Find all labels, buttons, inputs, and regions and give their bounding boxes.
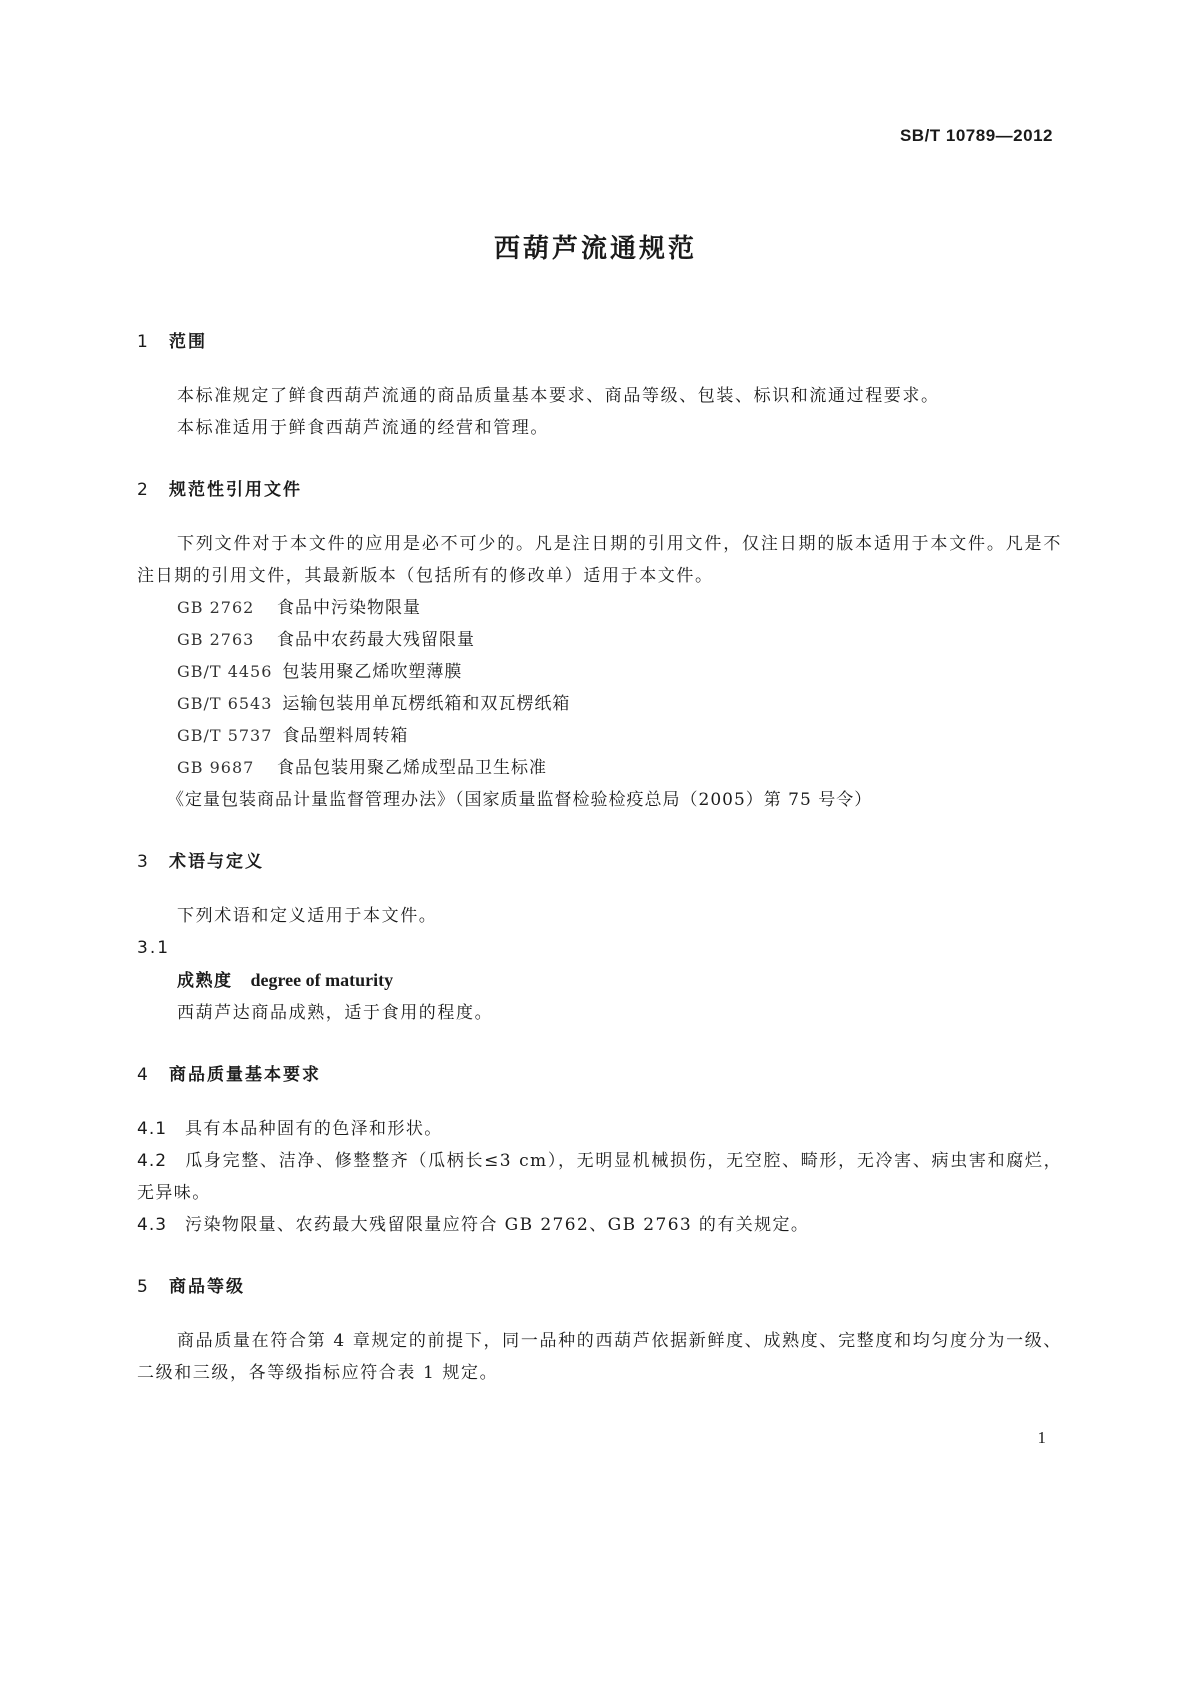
section-heading: [137, 326, 1062, 358]
section-quality-requirements: [137, 1059, 1062, 1241]
reference-code: GB/T 4456: [177, 662, 273, 681]
section-number: 1: [137, 332, 150, 352]
clause-item: [137, 1145, 1062, 1209]
reference-item: [137, 624, 1062, 656]
reference-item: [137, 656, 1062, 688]
document-code: SB/T 10789—2012: [899, 126, 1053, 145]
section-number: 5: [137, 1277, 150, 1297]
reference-name: 食品中污染物限量: [277, 598, 421, 618]
reference-code: GB/T 5737: [177, 726, 273, 745]
clause-text: 瓜身完整、洁净、修整整齐（瓜柄长≤3 cm），无明显机械损伤，无空腔、畸形，无冷害、病虫害和腐烂，无异味。: [137, 1151, 1062, 1203]
document-title: 西葫芦流通规范: [493, 234, 697, 264]
section-heading: [137, 1059, 1062, 1091]
reference-code: GB 2762: [177, 598, 255, 617]
paragraph: 商品质量在符合第 4 章规定的前提下，同一品种的西葫芦依据新鲜度、成熟度、完整度和均匀度分为一级、二级和三级，各等级指标应符合表 1 规定。: [137, 1331, 1062, 1383]
section-title: 商品等级: [169, 1277, 245, 1297]
clause-item: [137, 1113, 1062, 1145]
section-heading: [137, 474, 1062, 506]
section-title: 规范性引用文件: [169, 480, 302, 500]
reference-item: [137, 752, 1062, 784]
section-terms-definitions: [137, 846, 1062, 1029]
clause-text: 污染物限量、农药最大残留限量应符合 GB 2762、GB 2763 的有关规定。: [185, 1215, 810, 1235]
term-english: degree of maturity: [250, 970, 394, 990]
reference-code: GB/T 6543: [177, 694, 273, 713]
clause-number: 4.3: [137, 1215, 168, 1235]
reference-item-regulation: 《定量包装商品计量监督管理办法》（国家质量监督检验检疫总局（2005）第 75 号令）: [167, 790, 873, 810]
section-number: 3: [137, 852, 150, 872]
reference-name: 运输包装用单瓦楞纸箱和双瓦楞纸箱: [282, 694, 571, 714]
clause-text: 具有本品种固有的色泽和形状。: [185, 1119, 443, 1139]
reference-item: [137, 720, 1062, 752]
clause-number: 4.1: [137, 1119, 168, 1139]
reference-name: 食品中农药最大残留限量: [277, 630, 475, 650]
reference-item: [137, 592, 1062, 624]
section-heading: [137, 1271, 1062, 1303]
clause-item: [137, 1209, 1062, 1241]
section-title: 范围: [169, 332, 207, 352]
section-number: 4: [137, 1065, 150, 1085]
term-chinese: 成熟度: [177, 971, 233, 991]
section-title: 术语与定义: [169, 852, 264, 872]
reference-name: 包装用聚乙烯吹塑薄膜: [282, 662, 463, 682]
reference-item: [137, 688, 1062, 720]
term-definition: 西葫芦达商品成熟，适于食用的程度。: [177, 1003, 494, 1023]
page-number: 1: [1037, 1428, 1046, 1447]
paragraph: 下列文件对于本文件的应用是必不可少的。凡是注日期的引用文件，仅注日期的版本适用于本文件。凡是不注日期的引用文件，其最新版本（包括所有的修改单）适用于本文件。: [137, 534, 1062, 586]
reference-name: 食品塑料周转箱: [282, 726, 409, 746]
term-number: 3.1: [137, 938, 171, 958]
section-number: 2: [137, 480, 150, 500]
paragraph: 下列术语和定义适用于本文件。: [177, 906, 438, 926]
section-normative-references: [137, 474, 1062, 816]
paragraph: 本标准适用于鲜食西葫芦流通的经营和管理。: [177, 418, 549, 438]
section-scope: [137, 326, 1062, 444]
section-title: 商品质量基本要求: [169, 1065, 321, 1085]
section-grades: [137, 1271, 1062, 1389]
term-entry: [137, 964, 1062, 997]
clause-number: 4.2: [137, 1151, 168, 1171]
reference-code: GB 9687: [177, 758, 255, 777]
reference-name: 食品包装用聚乙烯成型品卫生标准: [277, 758, 547, 778]
section-heading: [137, 846, 1062, 878]
reference-code: GB 2763: [177, 630, 255, 649]
paragraph: 本标准规定了鲜食西葫芦流通的商品质量基本要求、商品等级、包装、标识和流通过程要求。: [177, 386, 940, 406]
document-body: [137, 326, 1062, 1419]
